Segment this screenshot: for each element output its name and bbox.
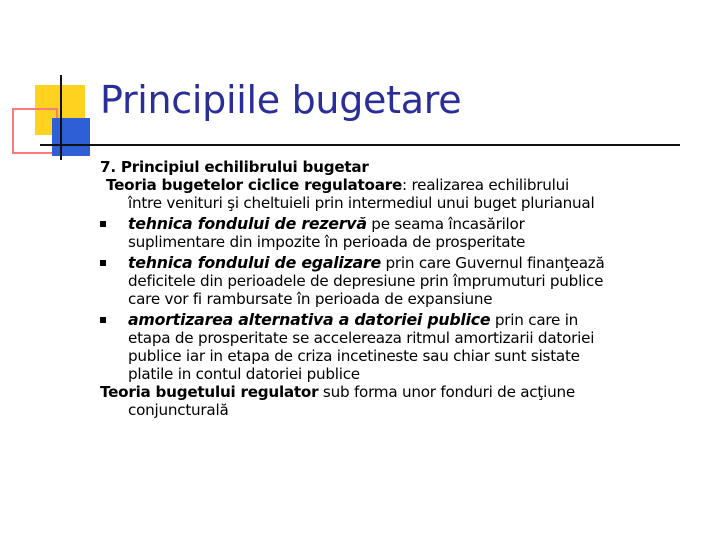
paragraph-1-strong: Teoria bugetelor ciclice regulatoare (106, 176, 403, 194)
bullet-item-reserve-fund (100, 215, 700, 251)
paragraph-2 (100, 383, 700, 401)
bullet-item-equalization-fund (100, 254, 700, 308)
paragraph-1 (100, 176, 700, 194)
paragraph-2-cont: conjuncturală (128, 401, 229, 419)
bullet-2-strong: tehnica fondului de egalizare (128, 253, 381, 272)
paragraph-1-text: : realizarea echilibrului (402, 176, 569, 194)
decor-vertical-line (60, 75, 62, 160)
square-bullet-icon (100, 221, 106, 227)
slide-body (100, 158, 700, 419)
bullet-3-cont-1: etapa de prosperitate se accelereaza ritmul amortizarii datoriei (128, 329, 595, 347)
paragraph-1-cont: între venituri şi cheltuieli prin intermediul unui buget plurianual (128, 194, 595, 212)
section-heading: 7. Principiul echilibrului bugetar (100, 158, 369, 176)
bullet-2-cont-2: care vor fi rambursate în perioada de expansiune (128, 290, 493, 308)
square-bullet-icon (100, 260, 106, 266)
bullet-3-cont-2: publice iar in etapa de criza incetineste sau chiar sunt sistate (128, 347, 580, 365)
decor-blue-square (52, 118, 90, 156)
paragraph-2-text: sub forma unor fonduri de acţiune (318, 383, 575, 401)
bullet-1-text: pe seama încasărilor (366, 215, 525, 233)
slide-title: Principiile bugetare (100, 78, 462, 122)
title-underline (40, 144, 680, 146)
bullet-item-debt-amortization (100, 311, 700, 383)
square-bullet-icon (100, 317, 106, 323)
bullet-3-strong: amortizarea alternativa a datoriei publice (128, 310, 491, 329)
bullet-1-cont-1: suplimentare din impozite în perioada de prosperitate (128, 233, 526, 251)
bullet-1-strong: tehnica fondului de rezervă (128, 214, 367, 233)
bullet-2-cont-1: deficitele din perioadele de depresiune prin împrumuturi publice (128, 272, 604, 290)
bullet-2-text: prin care Guvernul finanţează (380, 254, 605, 272)
bullet-3-cont-3: platile in contul datoriei publice (128, 365, 360, 383)
paragraph-2-strong: Teoria bugetului regulator (100, 383, 319, 401)
bullet-3-text: prin care in (490, 311, 579, 329)
